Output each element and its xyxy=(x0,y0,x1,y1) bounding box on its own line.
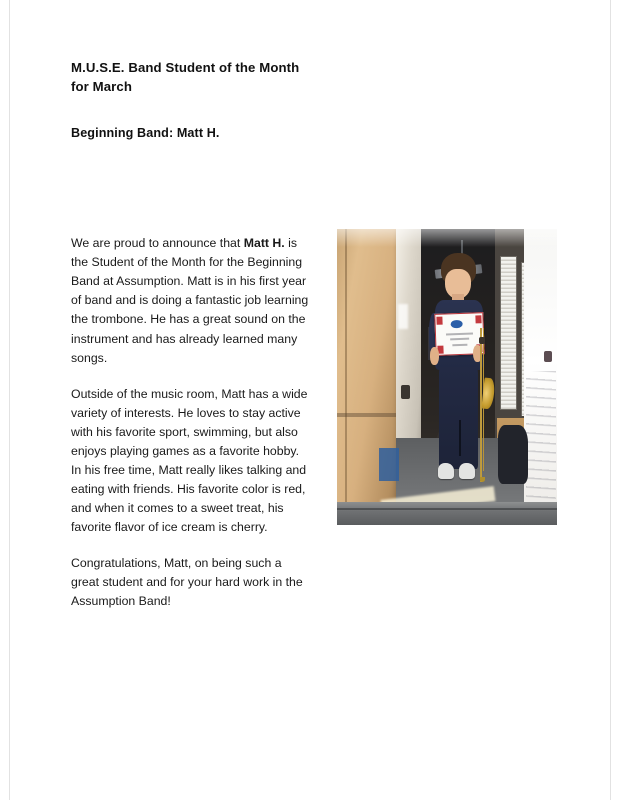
paragraph-interests: Outside of the music room, Matt has a wide variety of interests. He loves to stay active with his favorite sport, swimming, but also enjoys playing games as a favorite hobby. In his free time, Matt really likes talking and eating with friends. His favorite color is red, and when it comes to a sweet treat, his favorite flavor of ice cream is cherry. xyxy=(71,386,308,534)
page-title: M.U.S.E. Band Student of the Month for March xyxy=(71,60,300,95)
backpack xyxy=(498,425,529,484)
recycling-bin xyxy=(379,448,399,481)
posted-paper xyxy=(524,229,557,525)
document-body xyxy=(71,58,551,609)
certificate-logo xyxy=(451,319,464,328)
certificate-text-line xyxy=(453,343,468,346)
left-hand xyxy=(430,347,439,364)
trombone-grip xyxy=(479,337,484,345)
photo-scene xyxy=(337,229,557,525)
document-page xyxy=(9,0,611,800)
certificate-corner-top-left xyxy=(437,316,443,324)
trombone-bell xyxy=(482,378,496,410)
door-threshold xyxy=(337,502,557,526)
intro-lead-text: We are proud to announce that xyxy=(71,236,244,251)
certificate-text-line xyxy=(451,337,470,340)
door-handle xyxy=(401,385,410,399)
left-shoe xyxy=(438,463,454,479)
intro-rest-text: is the Student of the Month for the Beginning Band at Assumption. Matt is in his first year of band and is doing a fantastic job learning the trombone. He has a great sound on the instrument and has already learned many songs. xyxy=(71,236,309,365)
trombone-slide-brace xyxy=(480,477,484,482)
certificate-corner-top-right xyxy=(476,314,482,322)
window-blind-left xyxy=(500,256,518,410)
student-figure xyxy=(425,253,500,502)
paragraph-intro xyxy=(71,234,311,367)
article-text-column xyxy=(71,234,311,611)
section-subtitle: Beginning Band: Matt H. xyxy=(71,126,220,141)
paragraph-congratulations: Congratulations, Matt, on being such a great student and for your hard work in the Assumption Band! xyxy=(71,555,303,609)
certificate-text-line xyxy=(447,332,474,335)
student-name-highlight: Matt H. xyxy=(243,236,285,251)
wall-seam xyxy=(345,229,347,525)
door-highlight xyxy=(398,304,408,329)
student-photo xyxy=(337,229,557,525)
trombone xyxy=(473,328,495,482)
leg-separation xyxy=(459,420,461,456)
paper-clip xyxy=(544,351,553,363)
